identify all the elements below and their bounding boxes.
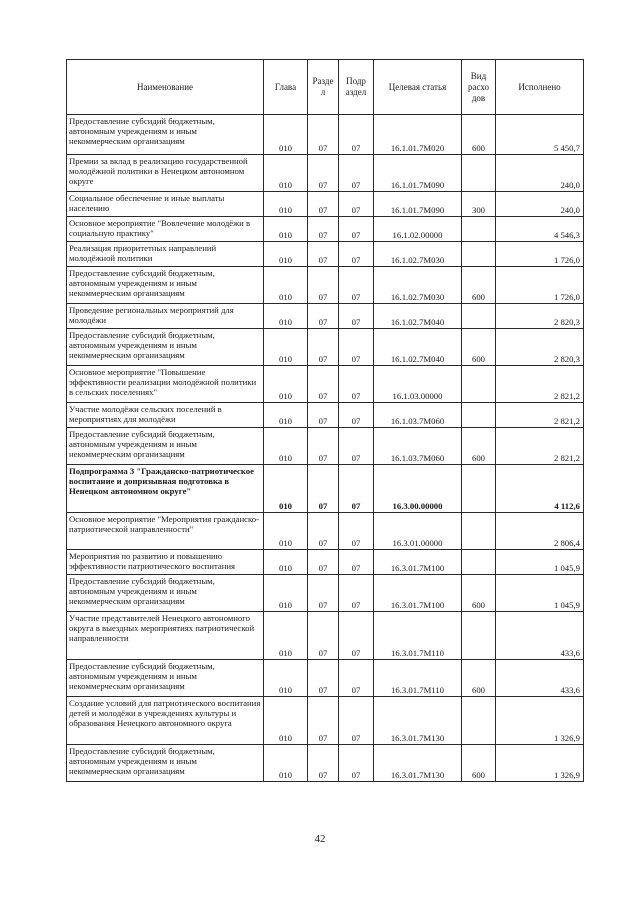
cell-celevaya: 16.1.02.7М040	[374, 304, 462, 329]
cell-ispolneno: 2 806,4	[496, 513, 584, 550]
cell-vid: 300	[462, 192, 496, 217]
table-row	[67, 612, 584, 660]
cell-vid: 600	[462, 115, 496, 155]
cell-razdel: 07	[308, 745, 339, 782]
cell-podrazdel: 07	[339, 267, 374, 304]
cell-ispolneno: 433,6	[496, 612, 584, 660]
cell-name: Предоставление субсидий бюджетным, автономным учреждениям и иным некоммерческим организациям	[67, 575, 264, 612]
cell-celevaya: 16.1.01.7М020	[374, 115, 462, 155]
cell-name: Мероприятия по развитию и повышению эффективности патриотического воспитания	[67, 550, 264, 575]
cell-name: Предоставление субсидий бюджетным, автономным учреждениям и иным некоммерческим организациям	[67, 115, 264, 155]
cell-vid: 600	[462, 329, 496, 366]
cell-vid	[462, 155, 496, 192]
cell-vid	[462, 217, 496, 242]
cell-podrazdel: 07	[339, 660, 374, 697]
cell-celevaya: 16.1.03.00000	[374, 366, 462, 403]
cell-ispolneno: 4 546,3	[496, 217, 584, 242]
cell-name: Участие представителей Ненецкого автономного округа в выездных мероприятиях патриотической направленности	[67, 612, 264, 660]
table-body	[67, 115, 584, 782]
table-row	[67, 550, 584, 575]
cell-glava: 010	[264, 366, 308, 403]
header-celevaya: Целевая статья	[374, 60, 462, 115]
cell-podrazdel: 07	[339, 155, 374, 192]
cell-name: Премии за вклад в реализацию государственной молодёжной политики в Ненецком автономном округе	[67, 155, 264, 192]
cell-celevaya: 16.1.01.7М090	[374, 155, 462, 192]
cell-name: Реализация приоритетных направлений молодёжной политики	[67, 242, 264, 267]
cell-ispolneno: 1 326,9	[496, 745, 584, 782]
cell-podrazdel: 07	[339, 403, 374, 428]
cell-celevaya: 16.3.01.7М100	[374, 575, 462, 612]
cell-razdel: 07	[308, 550, 339, 575]
cell-ispolneno: 2 820,3	[496, 304, 584, 329]
cell-podrazdel: 07	[339, 513, 374, 550]
cell-celevaya: 16.3.01.7М110	[374, 660, 462, 697]
cell-podrazdel: 07	[339, 575, 374, 612]
table-row	[67, 217, 584, 242]
cell-razdel: 07	[308, 366, 339, 403]
cell-podrazdel: 07	[339, 550, 374, 575]
cell-podrazdel: 07	[339, 242, 374, 267]
cell-podrazdel: 07	[339, 115, 374, 155]
header-glava: Глава	[264, 60, 308, 115]
cell-podrazdel: 07	[339, 366, 374, 403]
cell-podrazdel: 07	[339, 612, 374, 660]
cell-podrazdel: 07	[339, 428, 374, 465]
header-name: Наименование	[67, 60, 264, 115]
cell-vid	[462, 465, 496, 513]
table-row	[67, 115, 584, 155]
cell-podrazdel: 07	[339, 329, 374, 366]
cell-podrazdel: 07	[339, 192, 374, 217]
table-row	[67, 267, 584, 304]
cell-vid	[462, 550, 496, 575]
cell-name: Проведение региональных мероприятий для молодёжи	[67, 304, 264, 329]
cell-ispolneno: 2 821,2	[496, 428, 584, 465]
cell-vid: 600	[462, 267, 496, 304]
cell-razdel: 07	[308, 660, 339, 697]
cell-podrazdel: 07	[339, 465, 374, 513]
cell-razdel: 07	[308, 304, 339, 329]
header-ispolneno: Исполнено	[496, 60, 584, 115]
cell-name: Предоставление субсидий бюджетным, автономным учреждениям и иным некоммерческим организациям	[67, 267, 264, 304]
page-number: 42	[314, 833, 326, 845]
cell-vid	[462, 403, 496, 428]
cell-celevaya: 16.3.00.00000	[374, 465, 462, 513]
cell-glava: 010	[264, 155, 308, 192]
cell-name: Создание условий для патриотического воспитания детей и молодёжи в учреждениях культуры и образования Ненецкого автономного округа	[67, 697, 264, 745]
cell-ispolneno: 1 726,0	[496, 267, 584, 304]
cell-vid: 600	[462, 428, 496, 465]
cell-razdel: 07	[308, 513, 339, 550]
cell-glava: 010	[264, 403, 308, 428]
cell-glava: 010	[264, 428, 308, 465]
cell-celevaya: 16.1.02.7М030	[374, 267, 462, 304]
cell-ispolneno: 1 045,9	[496, 550, 584, 575]
cell-razdel: 07	[308, 428, 339, 465]
cell-ispolneno: 2 821,2	[496, 403, 584, 428]
cell-ispolneno: 2 820,3	[496, 329, 584, 366]
cell-name: Участие молодёжи сельских поселений в мероприятиях для молодёжи	[67, 403, 264, 428]
table-row	[67, 329, 584, 366]
cell-name: Подпрограмма 3 "Гражданско-патриотическое воспитание и допризывная подготовка в Ненецком автономном округе"	[67, 465, 264, 513]
cell-celevaya: 16.3.01.7М100	[374, 550, 462, 575]
table-row	[67, 660, 584, 697]
cell-razdel: 07	[308, 192, 339, 217]
table-row	[67, 366, 584, 403]
cell-vid	[462, 366, 496, 403]
cell-razdel: 07	[308, 217, 339, 242]
cell-ispolneno: 1 326,9	[496, 697, 584, 745]
cell-name: Основное мероприятие "Мероприятия гражданско-патриотической направленности"	[67, 513, 264, 550]
cell-name: Предоставление субсидий бюджетным, автономным учреждениям и иным некоммерческим организациям	[67, 428, 264, 465]
cell-vid: 600	[462, 745, 496, 782]
table-row	[67, 242, 584, 267]
cell-razdel: 07	[308, 697, 339, 745]
table-row	[67, 745, 584, 782]
cell-podrazdel: 07	[339, 304, 374, 329]
cell-razdel: 07	[308, 575, 339, 612]
cell-glava: 010	[264, 465, 308, 513]
table-row	[67, 428, 584, 465]
cell-vid	[462, 697, 496, 745]
cell-name: Предоставление субсидий бюджетным, автономным учреждениям и иным некоммерческим организациям	[67, 329, 264, 366]
cell-razdel: 07	[308, 465, 339, 513]
cell-celevaya: 16.3.01.00000	[374, 513, 462, 550]
cell-glava: 010	[264, 513, 308, 550]
table-row	[67, 697, 584, 745]
cell-ispolneno: 240,0	[496, 155, 584, 192]
cell-podrazdel: 07	[339, 217, 374, 242]
table-row	[67, 575, 584, 612]
header-vid: Вид расхо дов	[462, 60, 496, 115]
cell-ispolneno: 240,0	[496, 192, 584, 217]
cell-ispolneno: 2 821,2	[496, 366, 584, 403]
cell-glava: 010	[264, 745, 308, 782]
cell-glava: 010	[264, 329, 308, 366]
table-row	[67, 513, 584, 550]
cell-celevaya: 16.3.01.7М130	[374, 697, 462, 745]
cell-celevaya: 16.1.03.7М060	[374, 428, 462, 465]
budget-table	[66, 59, 584, 782]
cell-glava: 010	[264, 217, 308, 242]
cell-vid	[462, 304, 496, 329]
header-row	[67, 60, 584, 115]
cell-ispolneno: 4 112,6	[496, 465, 584, 513]
cell-podrazdel: 07	[339, 745, 374, 782]
cell-glava: 010	[264, 660, 308, 697]
cell-vid: 600	[462, 575, 496, 612]
table-row	[67, 192, 584, 217]
cell-podrazdel: 07	[339, 697, 374, 745]
table-row	[67, 304, 584, 329]
cell-glava: 010	[264, 550, 308, 575]
cell-glava: 010	[264, 242, 308, 267]
cell-razdel: 07	[308, 267, 339, 304]
cell-celevaya: 16.1.02.7М030	[374, 242, 462, 267]
cell-razdel: 07	[308, 329, 339, 366]
cell-ispolneno: 1 726,0	[496, 242, 584, 267]
cell-glava: 010	[264, 304, 308, 329]
cell-name: Основное мероприятие "Повышение эффективности реализации молодёжной политики в сельских поселениях"	[67, 366, 264, 403]
table-row	[67, 403, 584, 428]
cell-celevaya: 16.1.03.7М060	[374, 403, 462, 428]
cell-razdel: 07	[308, 403, 339, 428]
cell-razdel: 07	[308, 115, 339, 155]
table-row	[67, 465, 584, 513]
cell-glava: 010	[264, 192, 308, 217]
cell-ispolneno: 1 045,9	[496, 575, 584, 612]
cell-glava: 010	[264, 115, 308, 155]
cell-razdel: 07	[308, 242, 339, 267]
header-podrazdel: Подр аздел	[339, 60, 374, 115]
cell-vid	[462, 612, 496, 660]
cell-vid: 600	[462, 660, 496, 697]
cell-name: Социальное обеспечение и иные выплаты населению	[67, 192, 264, 217]
table-row	[67, 155, 584, 192]
cell-celevaya: 16.3.01.7М110	[374, 612, 462, 660]
cell-name: Основное мероприятие "Вовлечение молодёжи в социальную практику"	[67, 217, 264, 242]
cell-ispolneno: 433,6	[496, 660, 584, 697]
cell-name: Предоставление субсидий бюджетным, автономным учреждениям и иным некоммерческим организациям	[67, 660, 264, 697]
cell-glava: 010	[264, 612, 308, 660]
cell-glava: 010	[264, 697, 308, 745]
header-razdel: Разде л	[308, 60, 339, 115]
cell-glava: 010	[264, 267, 308, 304]
cell-vid	[462, 513, 496, 550]
cell-glava: 010	[264, 575, 308, 612]
cell-celevaya: 16.1.02.00000	[374, 217, 462, 242]
cell-celevaya: 16.1.02.7М040	[374, 329, 462, 366]
cell-razdel: 07	[308, 155, 339, 192]
cell-name: Предоставление субсидий бюджетным, автономным учреждениям и иным некоммерческим организациям	[67, 745, 264, 782]
cell-ispolneno: 5 450,7	[496, 115, 584, 155]
cell-razdel: 07	[308, 612, 339, 660]
cell-vid	[462, 242, 496, 267]
cell-celevaya: 16.1.01.7М090	[374, 192, 462, 217]
cell-celevaya: 16.3.01.7М130	[374, 745, 462, 782]
